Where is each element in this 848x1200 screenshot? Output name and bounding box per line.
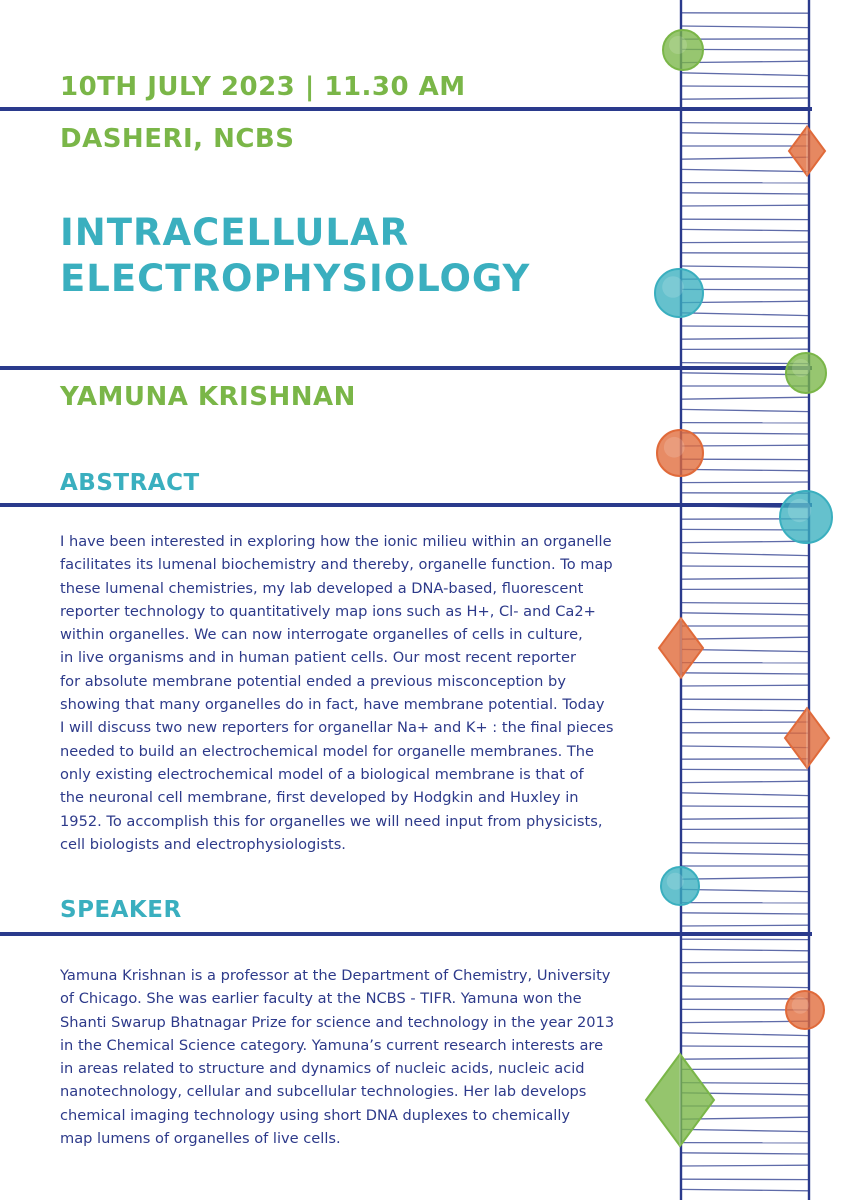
ladder-rung	[681, 541, 809, 542]
ladder-rung	[681, 853, 809, 855]
bead-highlight	[792, 359, 810, 377]
bead-highlight	[664, 437, 685, 458]
ladder-rung	[681, 709, 809, 710]
event-date-time: 10TH JULY 2023 | 11.30 AM	[60, 72, 466, 102]
ladder-rung	[681, 205, 809, 206]
speaker-name: YAMUNA KRISHNAN	[60, 382, 356, 412]
ladder-rung	[681, 409, 809, 411]
ladder-rung	[681, 889, 809, 891]
ladder-rung	[681, 913, 809, 914]
ladder-rung	[681, 781, 809, 782]
ladder-rung	[681, 925, 809, 926]
ladder-rung	[681, 433, 809, 434]
ladder-rung	[681, 338, 809, 339]
ladder-rung	[681, 1189, 809, 1190]
ladder-rung	[681, 157, 809, 159]
ladder-rung	[681, 397, 809, 399]
ladder-rung	[681, 1058, 809, 1059]
bead-highlight	[788, 499, 811, 522]
ladder-rung	[681, 1153, 809, 1154]
ladder-rung	[681, 242, 809, 243]
ladder-rung	[681, 769, 809, 770]
ladder-rung	[681, 746, 809, 748]
bead-highlight	[662, 276, 684, 298]
ladder-rung	[681, 818, 809, 819]
ladder-rung	[681, 806, 809, 807]
ladder-rung	[681, 962, 809, 963]
bead-highlight	[669, 36, 687, 54]
speaker-bio: Yamuna Krishnan is a professor at the Department of Chemistry, University of Chicago. She was earlier faculty at the NCBS - TIFR. Yamuna won the Shanti Swarup Bhatnagar Prize for science and technology in the year 2013 in the Chemical Science category. Yamuna’s current research interests are in areas related to structure and dynamics of nucleic acids, nucleic acid nanotechnology, cellular and subcellular technologies. Her lab develops chemical imaging technology using short DNA duplexes to chemically map lumens of organelles of live cells.	[60, 967, 615, 1148]
speaker-heading: SPEAKER	[60, 897, 182, 923]
ladder-rung	[681, 843, 809, 844]
ladder-rung	[681, 722, 809, 723]
abstract-text: I have been interested in exploring how the ionic milieu within an organelle facilitates its lumenal biochemistry and thereby, organelle function. To map these lumenal chemistries, my lab developed a DNA-based, fluorescent reporter technology to quantitatively map ions such as H+, Cl- and Ca2+ within organelles. We can now interrogate organelles of cells in culture, in live organisms and in human patient cells. Our most recent reporter for absolute membrane potential ended a previous misconception by showing that many organelles do in fact, have membrane potential. Today I will discuss two new reporters for organellar Na+ and K+ : the final pieces needed to build an electrochemical model for organelle membranes. The only existing electrochemical model of a biological membrane is that of the neuronal cell membrane, first developed by Hodgkin and Huxley in 1952. To accomplish this for organelles we will need input from physicists, cell biologists and electrophysiologists.	[60, 533, 614, 853]
ladder-rung	[681, 86, 809, 87]
ladder-rung	[681, 1165, 809, 1166]
ladder-rung	[681, 566, 809, 567]
ladder-rung	[681, 1129, 809, 1131]
ladder-rung	[681, 229, 809, 230]
ladder-rung	[681, 553, 809, 556]
ladder-rung	[681, 637, 809, 639]
bead-highlight	[667, 873, 684, 890]
ladder-rung	[681, 98, 809, 99]
ladder-rung	[681, 673, 809, 674]
ladder-rung	[681, 169, 809, 171]
ladder-rung	[681, 877, 809, 879]
ladder-rung	[681, 313, 809, 316]
ladder-rung	[681, 613, 809, 615]
ladder-rung	[681, 949, 809, 950]
ladder-rung	[681, 1033, 809, 1036]
ladder-rung	[681, 193, 809, 194]
ladder-rung	[681, 1046, 809, 1047]
ladder-rung	[681, 578, 809, 579]
ladder-rung	[681, 793, 809, 796]
ladder-rung	[681, 133, 809, 135]
ladder-rung	[681, 266, 809, 268]
abstract-heading: ABSTRACT	[60, 470, 200, 496]
bead-highlight	[792, 997, 809, 1014]
ladder-rung	[681, 603, 809, 604]
ladder-rung	[681, 26, 809, 28]
ladder-rung	[681, 482, 809, 483]
ladder-rung	[681, 73, 809, 76]
event-title: INTRACELLULAR ELECTROPHYSIOLOGY	[60, 211, 531, 300]
ladder-rung	[681, 685, 809, 686]
ladder-rung	[681, 326, 809, 327]
ladder-rung	[681, 986, 809, 988]
event-venue: DASHERI, NCBS	[60, 124, 295, 154]
ladder-rung	[681, 469, 809, 470]
ladder-rung	[681, 123, 809, 124]
